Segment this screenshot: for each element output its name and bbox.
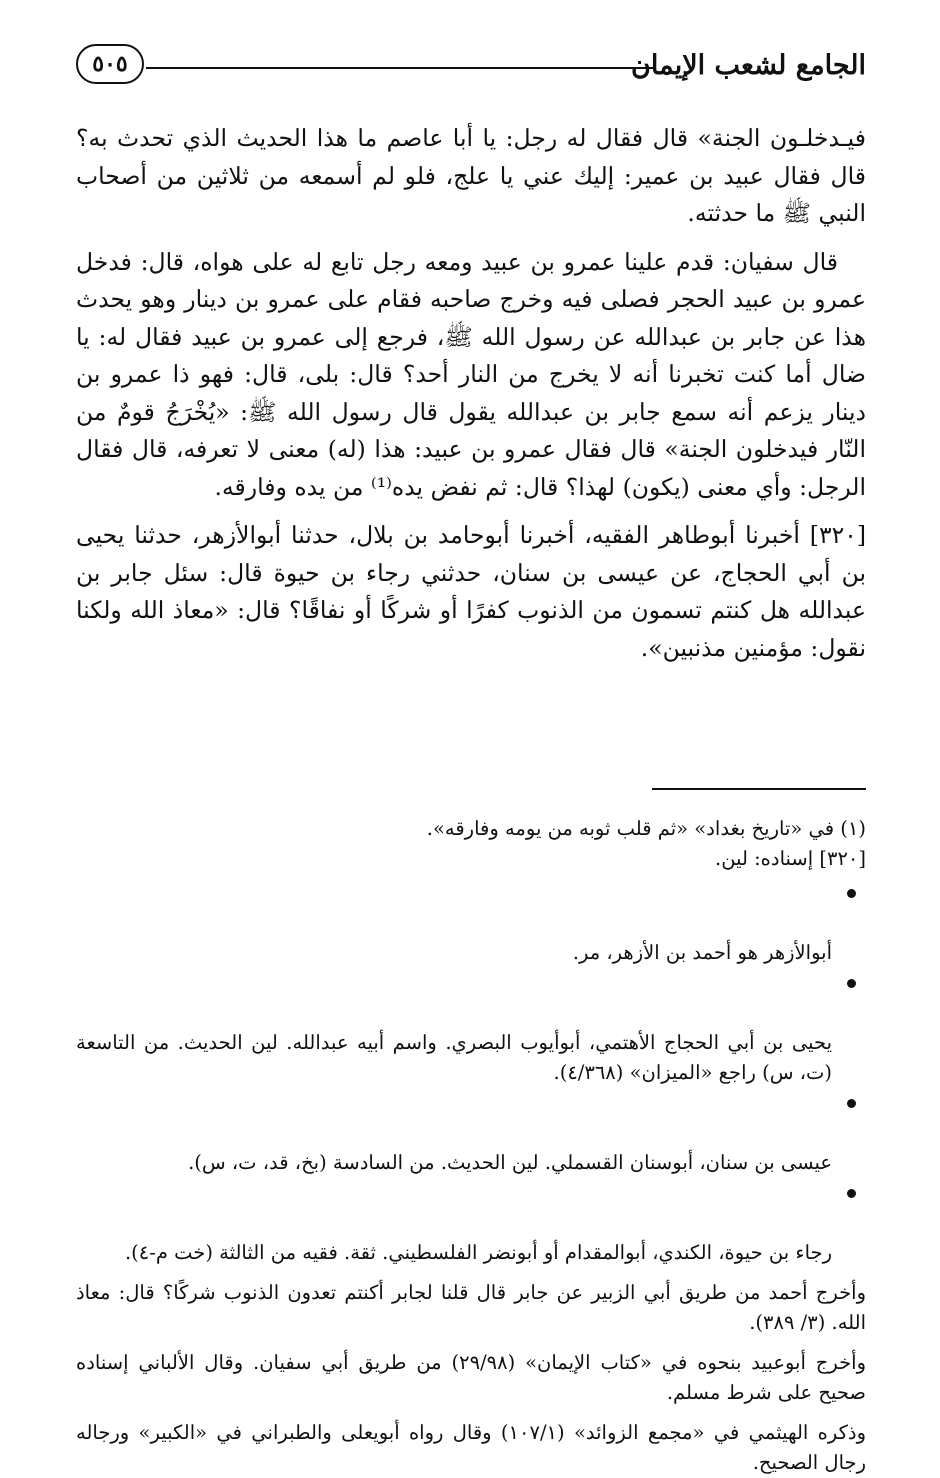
narrator-item (76, 878, 866, 968)
note-haythami: وذكره الهيثمي في «مجمع الزوائد» (١٠٧/١) وقال رواه أبويعلى والطبراني في «الكبير» ورجاله رجال الصحيح. (76, 1421, 866, 1474)
paragraph-sufyan: قال سفيان: قدم علينا عمرو بن عبيد ومعه رجل تابع له على هواه، قال: فدخل عمرو بن عبيد الحجر فصلى فيه وخرج صاحبه فقام على عمرو بن دينار وهو يحدث هذا عن جابر بن عبدالله عن رسول الله ﷺ، فرجع إلى عمرو بن عبيد فقال له: يا ضال أما كنت تخبرنا أنه لا يخرج من النار أحد؟ قال: بلى، قال: فهو ذا عمرو بن دينار يزعم أنه سمع جابر بن عبدالله يقول قال رسول الله ﷺ: «يُخْرَجُ قومٌ من النّار فيدخلون الجنة» قال فقال عمرو بن عبيد: هذا (له) معنى لا تعرفه، قال فقال الرجل: وأي معنى (يكون) لهذا؟ قال: ثم نفض يده⁽¹⁾ من يده وفارقه. (76, 247, 866, 501)
running-title: الجامع لشعب الإيمان (631, 50, 866, 81)
narrator-text: يحيى بن أبي الحجاج الأهتمي، أبوأيوب البصري. واسم أبيه عبدالله. لين الحديث. من التاسعة (ت، س) راجع «الميزان» (٤/٣٦٨). (76, 1031, 832, 1084)
book-page (76, 34, 867, 1474)
narrator-text: أبوالأزهر هو أحمد بن الأزهر، مر. (572, 941, 832, 964)
paragraph-hadith-end: فيـدخلـون الجنة» قال فقال له رجل: يا أبا عاصم ما هذا الحديث الذي تحدث به؟ قال فقال عبيد بن عمير: إليك عني يا علج، فلو لم أسمعه من ثلاثين من أصحاب النبي ﷺ ما حدثته. (76, 124, 866, 227)
narrator-text: عيسى بن سنان، أبوسنان القسملي. لين الحديث. من السادسة (بخ، قد، ت، س). (188, 1151, 832, 1174)
footnotes (76, 814, 866, 1478)
footnote-1: (١) في «تاريخ بغداد» «ثم قلب ثوبه من يومه وفارقه». (426, 817, 866, 840)
note-abu-ubaid: وأخرج أبوعبيد بنحوه في «كتاب الإيمان» (٢٩/٩٨) من طريق أبي سفيان. وقال الألباني إسناده صحيح على شرط مسلم. (76, 1351, 867, 1404)
narrator-item (76, 1088, 866, 1178)
paragraph-hadith-320: [٣٢٠] أخبرنا أبوطاهر الفقيه، أخبرنا أبوحامد بن بلال، حدثنا أبوالأزهر، حدثنا يحيى بن أبي الحجاج، عن عيسى بن سنان، حدثني رجاء بن حيوة قال: سئل جابر بن عبدالله هل كنتم تسمون من الذنوب كفرًا أو شركًا أو نفاقًا؟ قال: «معاذ الله ولكنا نقول: مؤمنين مذنبين». (76, 521, 866, 662)
bullet-icon (847, 889, 856, 898)
footnote-separator (652, 788, 866, 790)
bullet-icon (847, 1189, 856, 1198)
narrator-item (76, 968, 866, 1088)
bullet-icon (847, 979, 856, 988)
bullet-icon (847, 1099, 856, 1108)
note-ahmad: وأخرج أحمد من طريق أبي الزبير عن جابر قال قلنا لجابر أكنتم تعدون الذنوب شركًا؟ قال: معاذ الله. (٣/ ٣٨٩). (76, 1281, 866, 1334)
header-rule (146, 67, 654, 69)
narrator-text: رجاء بن حيوة، الكندي، أبوالمقدام أو أبونضر الفلسطيني. ثقة. فقيه من الثالثة (خت م-٤). (124, 1241, 832, 1264)
page-number: ٥٠٥ (76, 44, 144, 84)
narrator-list (76, 878, 866, 1268)
main-text (76, 120, 866, 667)
narrator-item (76, 1178, 866, 1268)
page-header (76, 34, 866, 96)
isnad-note: [٣٢٠] إسناده: لين. (715, 847, 866, 870)
